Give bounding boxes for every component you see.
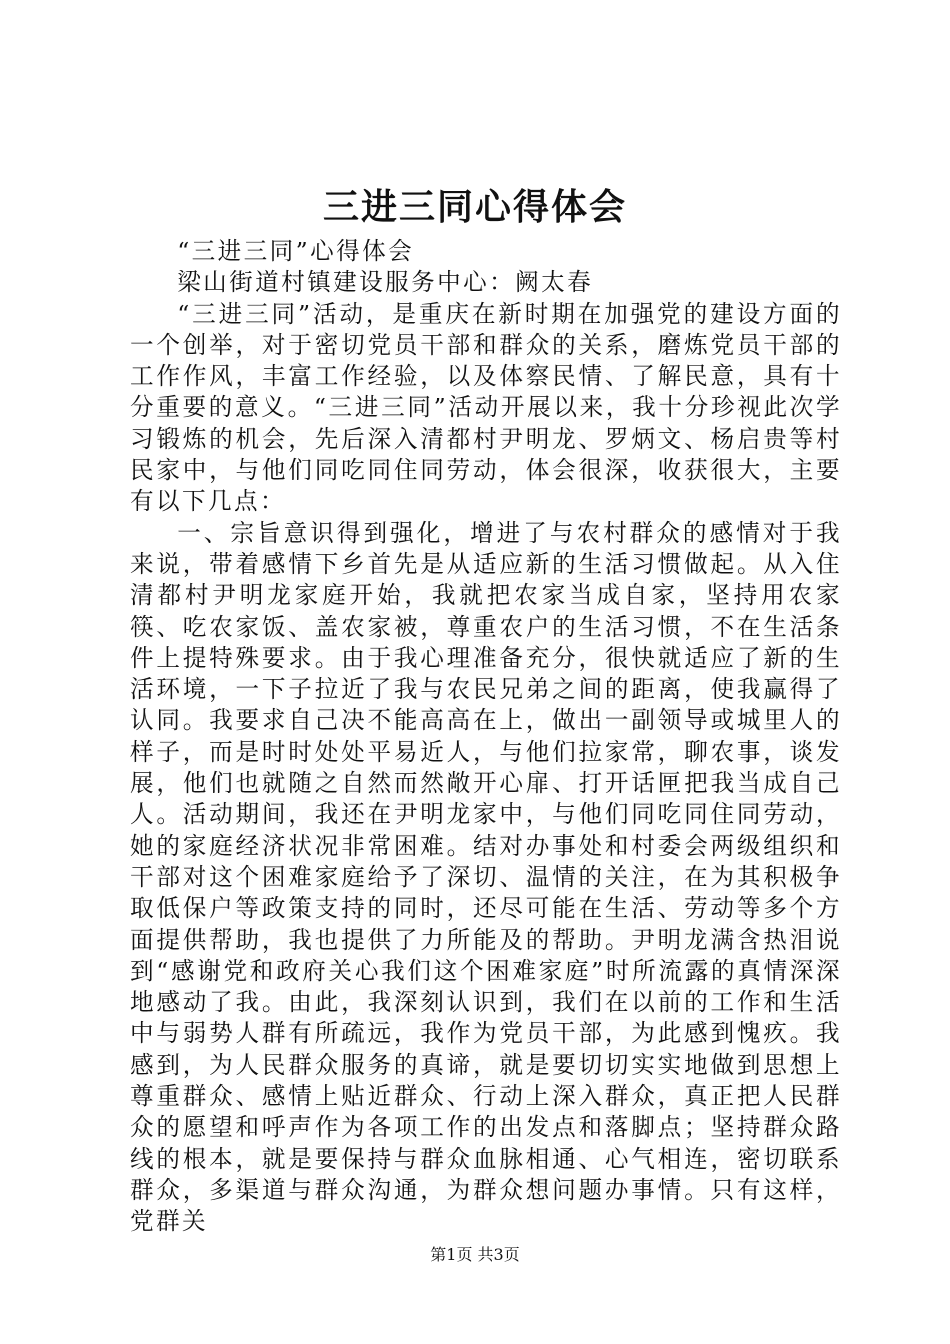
- author-paragraph: 梁山街道村镇建设服务中心：阙太春: [177, 268, 594, 297]
- section-one-paragraph: 一、宗旨意识得到强化，增进了与农村群众的感情对于我来说，带着感情下乡首先是从适应新的生活习惯做起。从入住清都村尹明龙家庭开始，我就把农家当成自家，坚持用农家筷、吃农家饭、盖农家被，尊重农户的生活习惯，不在生活条件上提特殊要求。由于我心理准备充分，很快就适应了新的生活环境，一下子拉近了我与农民兄弟之间的距离，使我赢得了认同。我要求自己决不能高高在上，做出一副领导或城里人的样子，而是时时处处平易近人，与他们拉家常，聊农事，谈发展，他们也就随之自然而然敞开心扉、打开话匣把我当成自己人。活动期间，我还在尹明龙家中，与他们同吃同住同劳动，她的家庭经济状况非常困难。结对办事处和村委会两级组织和干部对这个困难家庭给予了深切、温情的关注，在为其积极争取低保户等政策支持的同时，还尽可能在生活、劳动等多个方面提供帮助，我也提供了力所能及的帮助。尹明龙满含热泪说到“感谢党和政府关心我们这个困难家庭”时所流露的真情深深地感动了我。由此，我深刻认识到，我们在以前的工作和生活中与弱势人群有所疏远，我作为党员干部，为此感到愧疚。我感到，为人民群众服务的真谛，就是要切切实实地做到思想上尊重群众、感情上贴近群众、行动上深入群众，真正把人民群众的愿望和呼声作为各项工作的出发点和落脚点；坚持群众路线的根本，就是要保持与群众血脉相通、心气相连，密切联系群众，多渠道与群众沟通，为群众想问题办事情。只有这样，党群关: [130, 518, 842, 1236]
- document-body: [130, 236, 842, 1238]
- intro-paragraph: “三进三同”活动，是重庆在新时期在加强党的建设方面的一个创举，对于密切党员干部和群众的关系，磨炼党员干部的工作作风，丰富工作经验，以及体察民情、了解民意，具有十分重要的意义。“三进三同”活动开展以来，我十分珍视此次学习锻炼的机会，先后深入清都村尹明龙、罗炳文、杨启贵等村民家中，与他们同吃同住同劳动，体会很深，收获很大，主要有以下几点：: [130, 299, 842, 516]
- page-footer: 第1页 共3页: [430, 1245, 520, 1264]
- subtitle-paragraph: “三进三同”心得体会: [177, 237, 415, 265]
- document-title: 三进三同心得体会: [322, 186, 627, 228]
